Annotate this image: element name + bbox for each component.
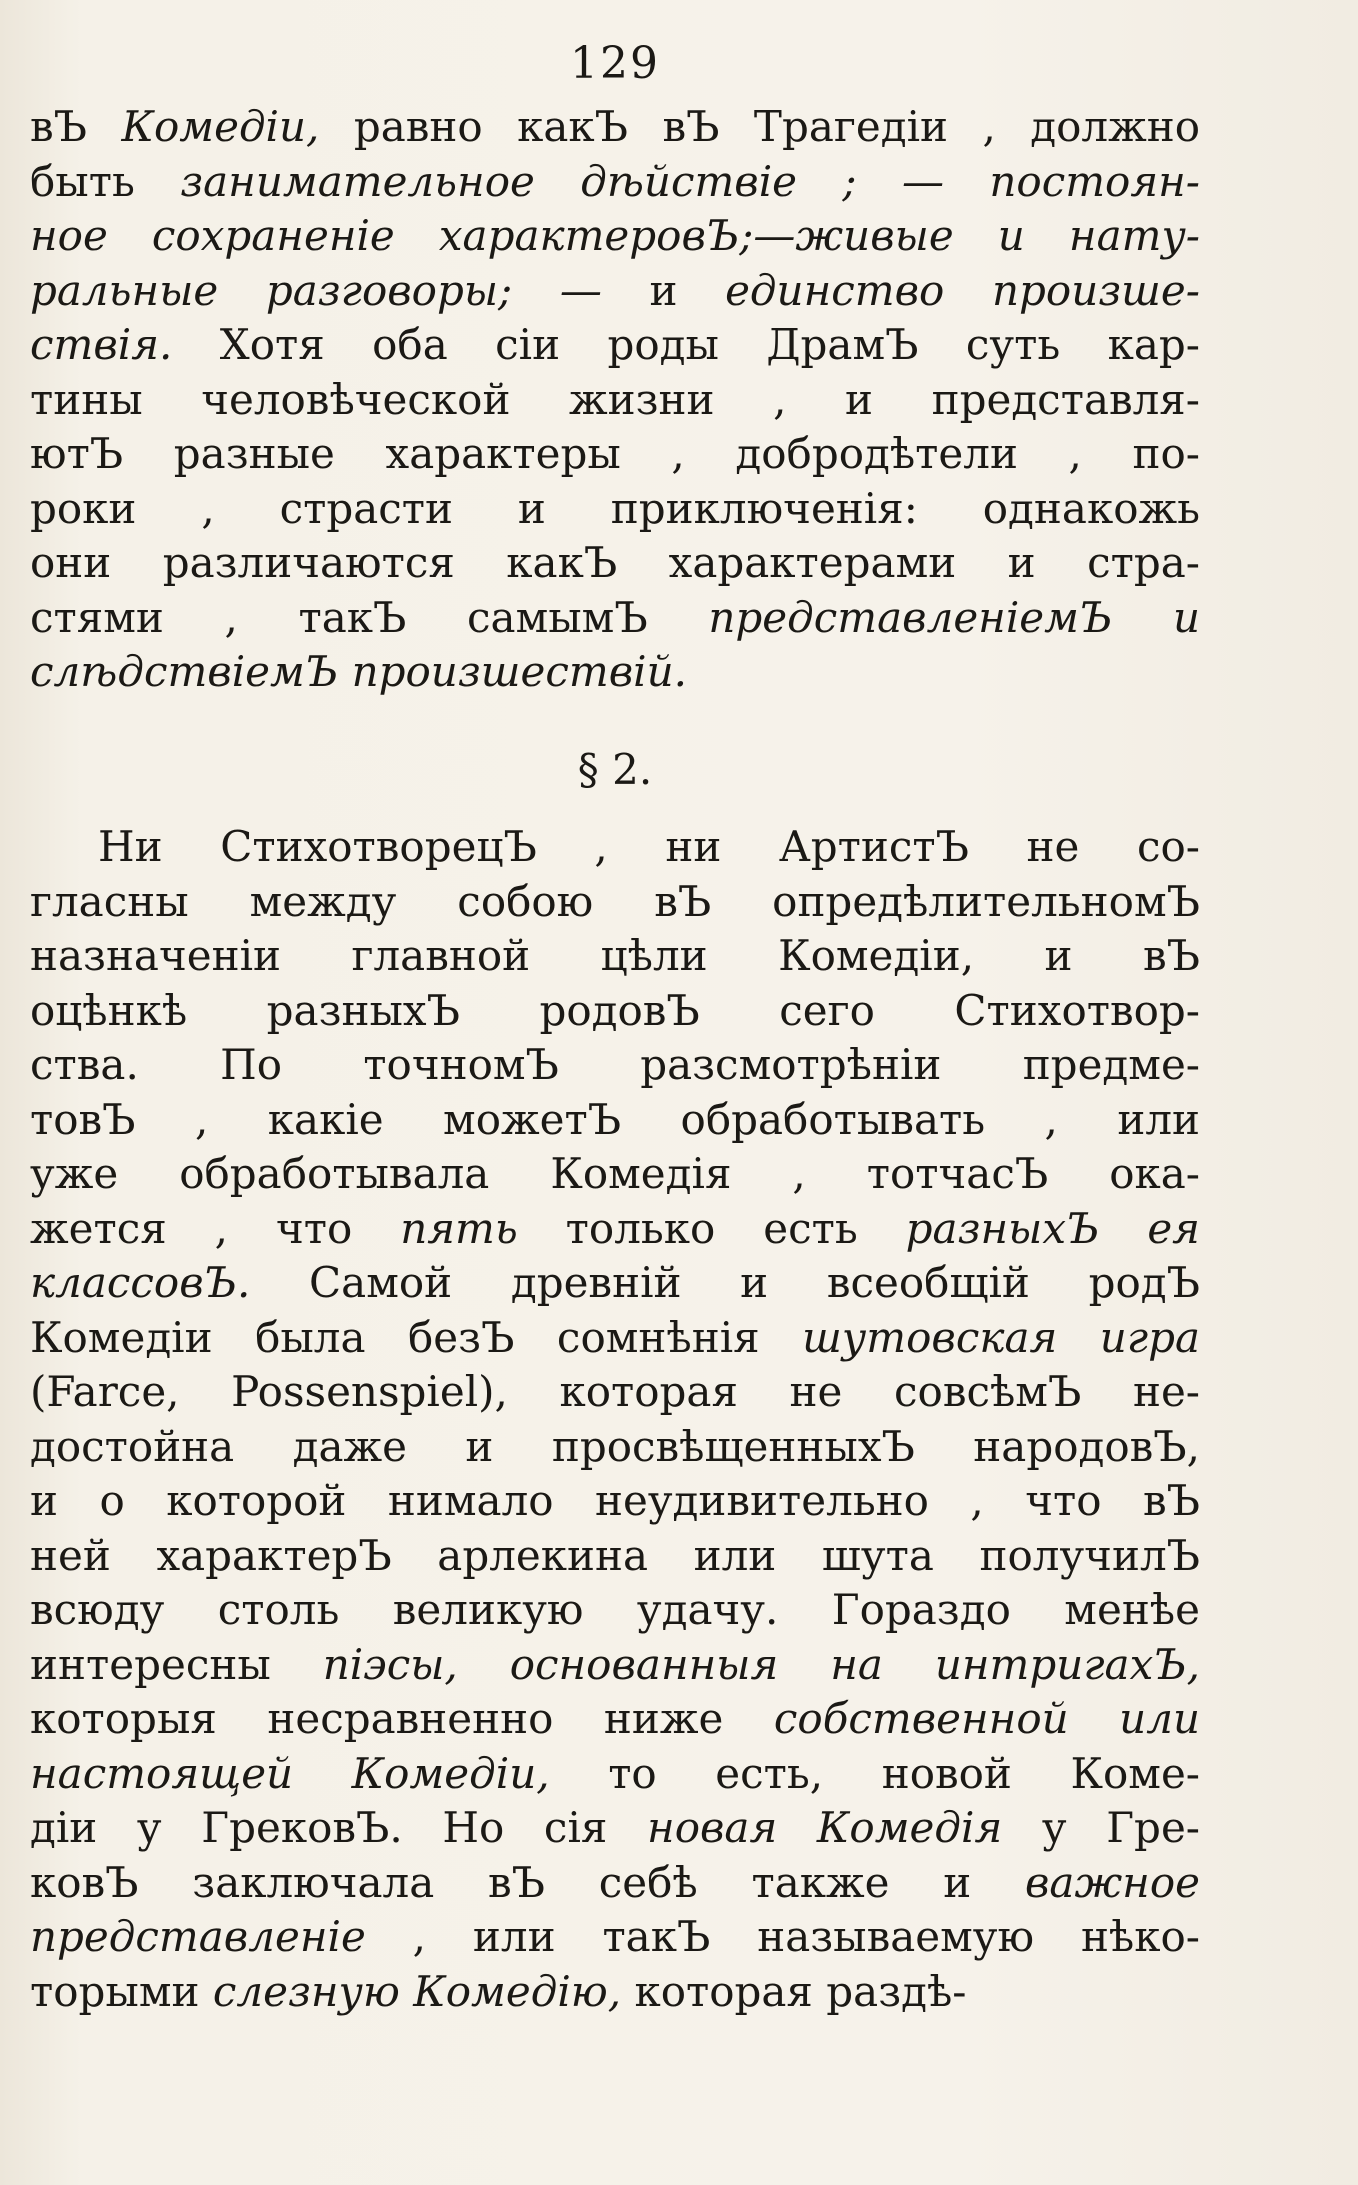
text-run: то есть, новой Коме- <box>549 1748 1200 1798</box>
italic-text: собственной или <box>773 1694 1200 1743</box>
text-run: торыми <box>30 1966 213 2016</box>
text-run: вЪ <box>30 102 122 151</box>
text-run: которая раздѣ- <box>621 1966 967 2016</box>
text-line <box>30 318 1200 373</box>
text-line <box>30 1093 1200 1148</box>
text-run: , или такЪ называемую нѣко- <box>365 1912 1200 1961</box>
text-line <box>30 536 1200 591</box>
text-run: діи у ГрековЪ. Но сія <box>30 1803 648 1852</box>
text-line <box>30 591 1200 646</box>
text-run: интересны <box>30 1639 323 1689</box>
text-run: которыя несравненно ниже <box>30 1694 774 1743</box>
text-line <box>30 929 1200 984</box>
italic-text: классовЪ. <box>30 1258 251 1307</box>
italic-text: представленіемЪ и <box>708 592 1200 642</box>
text-run: Хотя оба сіи роды ДрамЪ суть кар- <box>172 320 1200 369</box>
italic-text: ральные разговоры; — <box>30 265 602 315</box>
page-number: 129 <box>570 38 660 89</box>
paragraph-2 <box>30 820 1200 2019</box>
text-line <box>30 373 1200 428</box>
italic-text: слѣдствіемЪ произшествій. <box>30 647 688 696</box>
text-line <box>30 155 1200 210</box>
text-line <box>30 1202 1200 1257</box>
italic-text: занимательное дѣйствіе ; — постоян- <box>180 156 1200 206</box>
text-run: они различаются какЪ характерами и стра- <box>30 538 1200 587</box>
text-run: всюду столь великую удачу. Гораздо менѣе <box>30 1585 1200 1634</box>
italic-text: пять <box>400 1203 518 1253</box>
italic-text: піэсы, основанныя на интригахЪ, <box>322 1639 1200 1689</box>
text-run: стями , такЪ самымЪ <box>30 592 709 642</box>
text-run: Комедіи была безЪ сомнѣнія <box>30 1312 803 1362</box>
text-line <box>30 875 1200 930</box>
text-line <box>30 1965 1200 2020</box>
text-line <box>30 1747 1200 1802</box>
text-run: только есть <box>517 1203 906 1253</box>
text-line <box>30 1856 1200 1911</box>
text-line <box>30 1038 1200 1093</box>
text-line <box>30 1256 1200 1311</box>
text-line <box>30 1365 1200 1420</box>
text-line <box>30 264 1200 319</box>
text-line <box>30 427 1200 482</box>
text-run: и <box>601 265 726 315</box>
text-run: Самой древній и всеобщій родЪ <box>250 1258 1200 1307</box>
text-run: ютЪ разные характеры , добродѣтели , по- <box>30 429 1200 478</box>
italic-text: слезную Комедію, <box>212 1966 622 2016</box>
text-line <box>30 1638 1200 1693</box>
text-line <box>30 209 1200 264</box>
text-line <box>30 984 1200 1039</box>
text-run: роки , страсти и приключенія: однакожь <box>30 483 1200 533</box>
text-run: товЪ , какіе можетЪ обработывать , или <box>30 1094 1200 1144</box>
italic-text: разныхЪ ея <box>905 1203 1200 1253</box>
italic-text: ное сохраненіе характеровЪ;—живые и нату- <box>30 211 1200 260</box>
italic-text: Комедіи, <box>121 102 320 151</box>
text-line <box>30 1583 1200 1638</box>
italic-text: представленіе <box>30 1912 366 1961</box>
italic-text: ствія. <box>30 320 173 369</box>
text-line <box>30 1910 1200 1965</box>
text-run: ковЪ заключала вЪ себѣ также и <box>30 1857 1025 1907</box>
section-heading: § 2. <box>577 745 653 794</box>
text-run: жется , что <box>30 1203 401 1253</box>
text-line <box>30 482 1200 537</box>
text-line <box>30 1692 1200 1747</box>
italic-text: настоящей Комедіи, <box>30 1748 550 1798</box>
text-line <box>30 100 1200 155</box>
text-run: гласны между собою вЪ опредѣлительномЪ <box>30 876 1200 926</box>
text-line <box>30 1801 1200 1856</box>
paragraph-1 <box>30 100 1200 700</box>
text-run: оцѣнкѣ разныхЪ родовЪ сего Стихотвор- <box>30 985 1200 1035</box>
text-run: и о которой нимало неудивительно , что вЪ <box>30 1476 1200 1525</box>
text-line <box>30 645 1200 700</box>
text-run: у Гре- <box>1002 1803 1200 1852</box>
text-line <box>30 1147 1200 1202</box>
text-run: уже обработывала Комедія , тотчасЪ ока- <box>30 1149 1200 1198</box>
text-run: ства. По точномЪ разсмотрѣніи предме- <box>30 1040 1200 1089</box>
text-line <box>30 1420 1200 1475</box>
text-run: ней характерЪ арлекина или шута получилЪ <box>30 1530 1200 1580</box>
text-run: (Farce, Possenspiel), которая не совсѣмЪ не- <box>30 1367 1200 1416</box>
text-line <box>30 1474 1200 1529</box>
text-run: Ни СтихотворецЪ , ни АртистЪ не со- <box>98 822 1200 871</box>
text-run: назначеніи главной цѣли Комедіи, и вЪ <box>30 931 1200 980</box>
text-run: равно какЪ вЪ Трагедіи , должно <box>319 102 1200 151</box>
text-line <box>30 820 1200 875</box>
italic-text: шутовская игра <box>802 1312 1200 1362</box>
text-line <box>30 1529 1200 1584</box>
italic-text: важное <box>1024 1857 1200 1907</box>
text-run: быть <box>30 156 181 206</box>
text-run: тины человѣческой жизни , и представля- <box>30 374 1200 424</box>
text-line <box>30 1311 1200 1366</box>
italic-text: новая Комедія <box>647 1803 1003 1852</box>
italic-text: единство произше- <box>725 265 1200 315</box>
text-run: достойна даже и просвѣщенныхЪ народовЪ, <box>30 1421 1200 1471</box>
